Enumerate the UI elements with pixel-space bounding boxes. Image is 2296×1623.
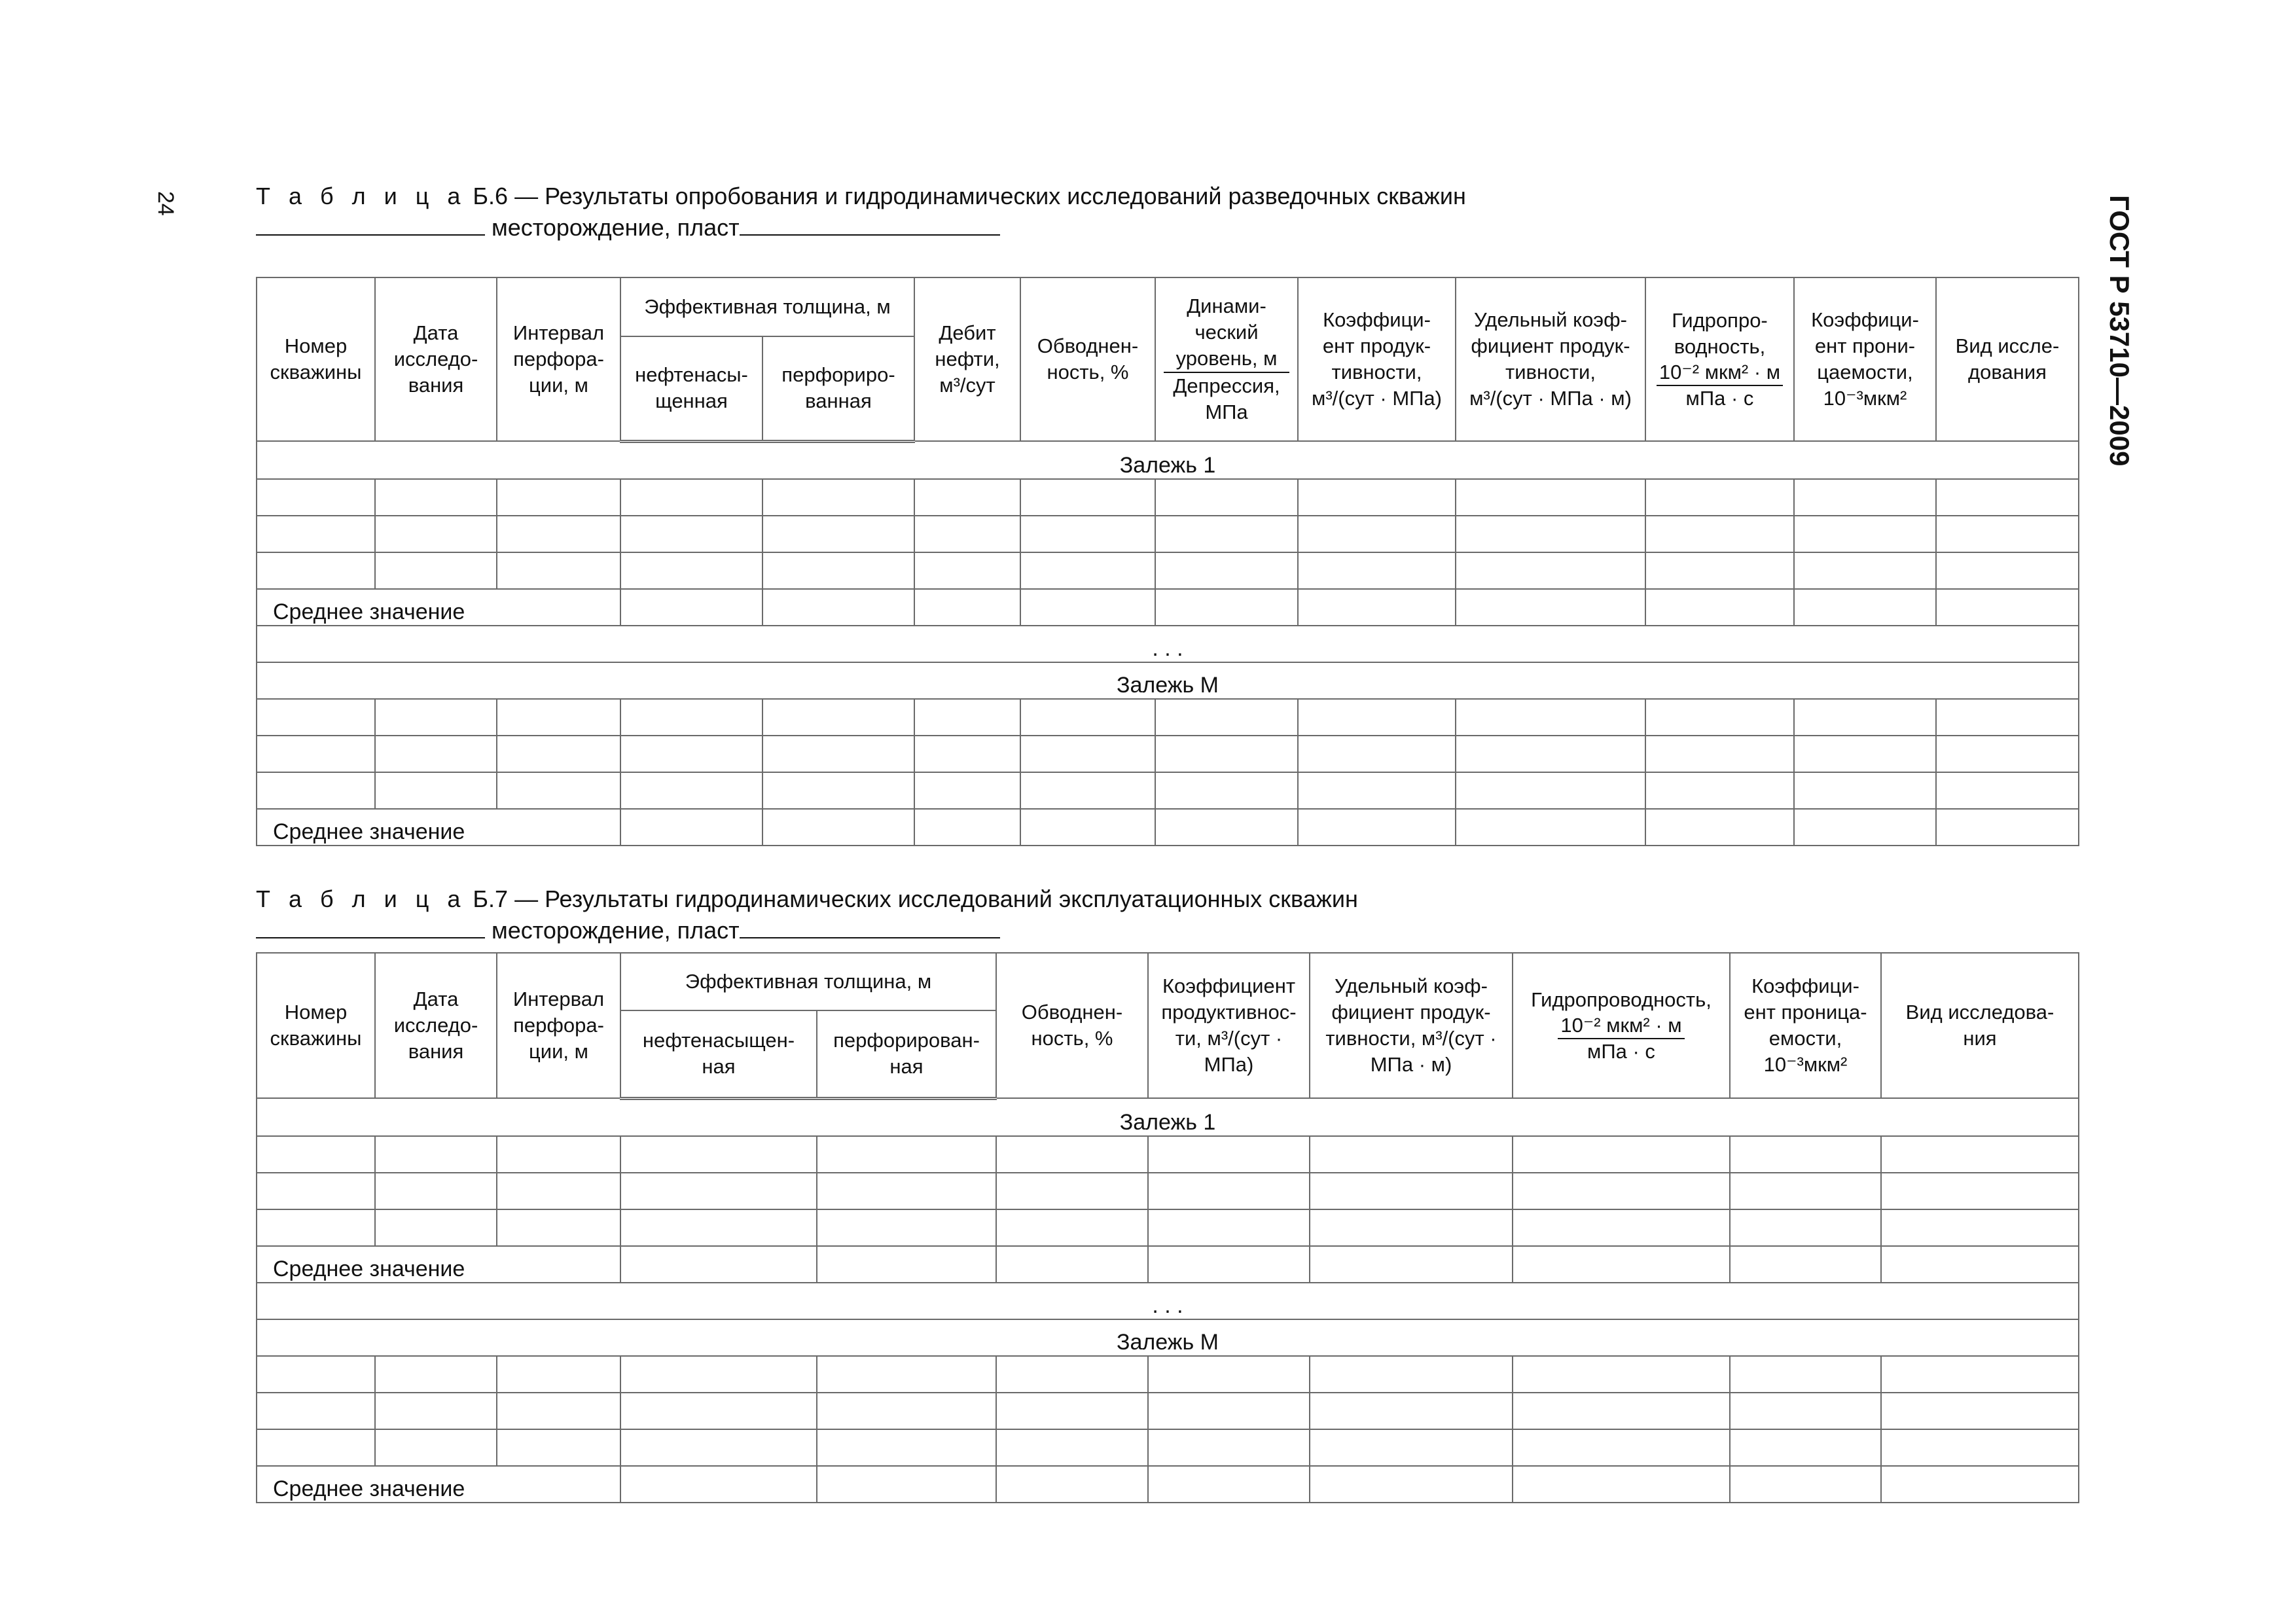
table-row [257, 1173, 2079, 1209]
field-blank [256, 918, 485, 938]
field-label: месторождение, пласт [492, 214, 740, 241]
header-hydroconductivity: Гидропро- водность, $\frac{\text{10⁻² мкм² · м}}{\text{мПа · с}}$ [1645, 277, 1794, 441]
table-b7-field-line [256, 916, 1000, 945]
hydroconductivity-fraction: $\frac{\text{10⁻² мкм² · м}}{\text{мПа · с}}$ [1657, 360, 1783, 411]
layer-blank [740, 215, 1000, 236]
header-water-cut: Обводнен- ность, % [996, 953, 1148, 1098]
average-label: Среднее значение [257, 1246, 620, 1283]
header-study-type: Вид иссле- дования [1936, 277, 2079, 441]
header-dynamic-level: Динами- ческий уровень, м Депрессия, МПа [1155, 277, 1298, 441]
header-perforated: перфорирован- ная [817, 1010, 996, 1098]
table-row [257, 736, 2079, 772]
header-study-date: Дата исследо- вания [375, 277, 497, 441]
table-row [257, 1209, 2079, 1246]
hydroconductivity-fraction: $\frac{\text{10⁻² мкм² · м}}{\text{мПа · с}}$ [1558, 1013, 1684, 1064]
header-perforation-interval: Интервал перфора- ции, м [497, 277, 620, 441]
header-productivity-coef: Коэффици- ент продук- тивности, м³/(сут · МПа) [1298, 277, 1456, 441]
deposit-row [257, 1098, 2079, 1136]
table-b7-caption [256, 885, 1358, 914]
header-study-date: Дата исследо- вания [375, 953, 497, 1098]
table-row [257, 1356, 2079, 1393]
deposit-row [257, 662, 2079, 699]
header-oil-saturated: нефтенасы- щенная [620, 336, 762, 441]
average-row [257, 1466, 2079, 1503]
deposit-first-label: Залежь 1 [257, 1098, 2079, 1136]
header-hydroconductivity: Гидропроводность, $\frac{\text{10⁻² мкм² · м}}{\text{мПа · с}}$ [1513, 953, 1730, 1098]
header-permeability: Коэффици- ент проница- емости, 10⁻³мкм² [1730, 953, 1881, 1098]
standard-code: ГОСТ Р 53710—2009 [2104, 195, 2135, 467]
header-effective-thickness: Эффективная толщина, м [620, 277, 914, 336]
table-row [257, 552, 2079, 589]
deposit-last-label: Залежь М [257, 662, 2079, 699]
average-label: Среднее значение [257, 1466, 620, 1503]
page-number: 24 [153, 191, 178, 216]
table-row [257, 1393, 2079, 1429]
table-row [257, 772, 2079, 809]
header-productivity-coef: Коэффициент продуктивнос- ти, м³/(сут · МПа) [1148, 953, 1310, 1098]
table-row [257, 699, 2079, 736]
table-row [257, 1429, 2079, 1466]
ellipsis: . . . [257, 1283, 2079, 1319]
header-well-number: Номер скважины [257, 953, 375, 1098]
caption-id: Б.7 [473, 885, 509, 912]
caption-id: Б.6 [473, 183, 509, 209]
header-oil-saturated: нефтенасыщен- ная [620, 1010, 817, 1098]
table-b6-field-line [256, 213, 1000, 242]
caption-prefix: Т а б л и ц а [256, 885, 467, 912]
table-row [257, 1136, 2079, 1173]
header-study-type: Вид исследова- ния [1881, 953, 2079, 1098]
header-permeability: Коэффици- ент прони- цаемости, 10⁻³мкм² [1794, 277, 1936, 441]
caption-text: — Результаты опробования и гидродинамических исследований разведочных скважин [508, 183, 1466, 209]
ellipsis: . . . [257, 626, 2079, 662]
average-label: Среднее значение [257, 809, 620, 846]
average-label: Среднее значение [257, 589, 620, 626]
field-blank [256, 215, 485, 236]
field-label: месторождение, пласт [492, 917, 740, 944]
average-row [257, 809, 2079, 846]
header-specific-productivity: Удельный коэф- фициент продук- тивности, м³/(сут · МПа · м) [1310, 953, 1513, 1098]
ellipsis-row [257, 626, 2079, 662]
header-perforated: перфориро- ванная [762, 336, 914, 441]
header-well-number: Номер скважины [257, 277, 375, 441]
ellipsis-row [257, 1283, 2079, 1319]
table-b7 [256, 952, 2079, 1503]
caption-prefix: Т а б л и ц а [256, 183, 467, 209]
table-b6 [256, 277, 2079, 846]
deposit-last-label: Залежь М [257, 1319, 2079, 1356]
deposit-row [257, 441, 2079, 479]
table-row [257, 479, 2079, 516]
deposit-row [257, 1319, 2079, 1356]
header-perforation-interval: Интервал перфора- ции, м [497, 953, 620, 1098]
table-b6-caption [256, 182, 1466, 211]
average-row [257, 589, 2079, 626]
table-row [257, 516, 2079, 552]
average-row [257, 1246, 2079, 1283]
header-effective-thickness: Эффективная толщина, м [620, 953, 996, 1010]
caption-text: — Результаты гидродинамических исследований эксплуатационных скважин [508, 885, 1358, 912]
header-oil-rate: Дебит нефти, м³/сут [914, 277, 1020, 441]
layer-blank [740, 918, 1000, 938]
header-water-cut: Обводнен- ность, % [1020, 277, 1155, 441]
deposit-first-label: Залежь 1 [257, 441, 2079, 479]
header-specific-productivity: Удельный коэф- фициент продук- тивности, м³/(сут · МПа · м) [1456, 277, 1645, 441]
